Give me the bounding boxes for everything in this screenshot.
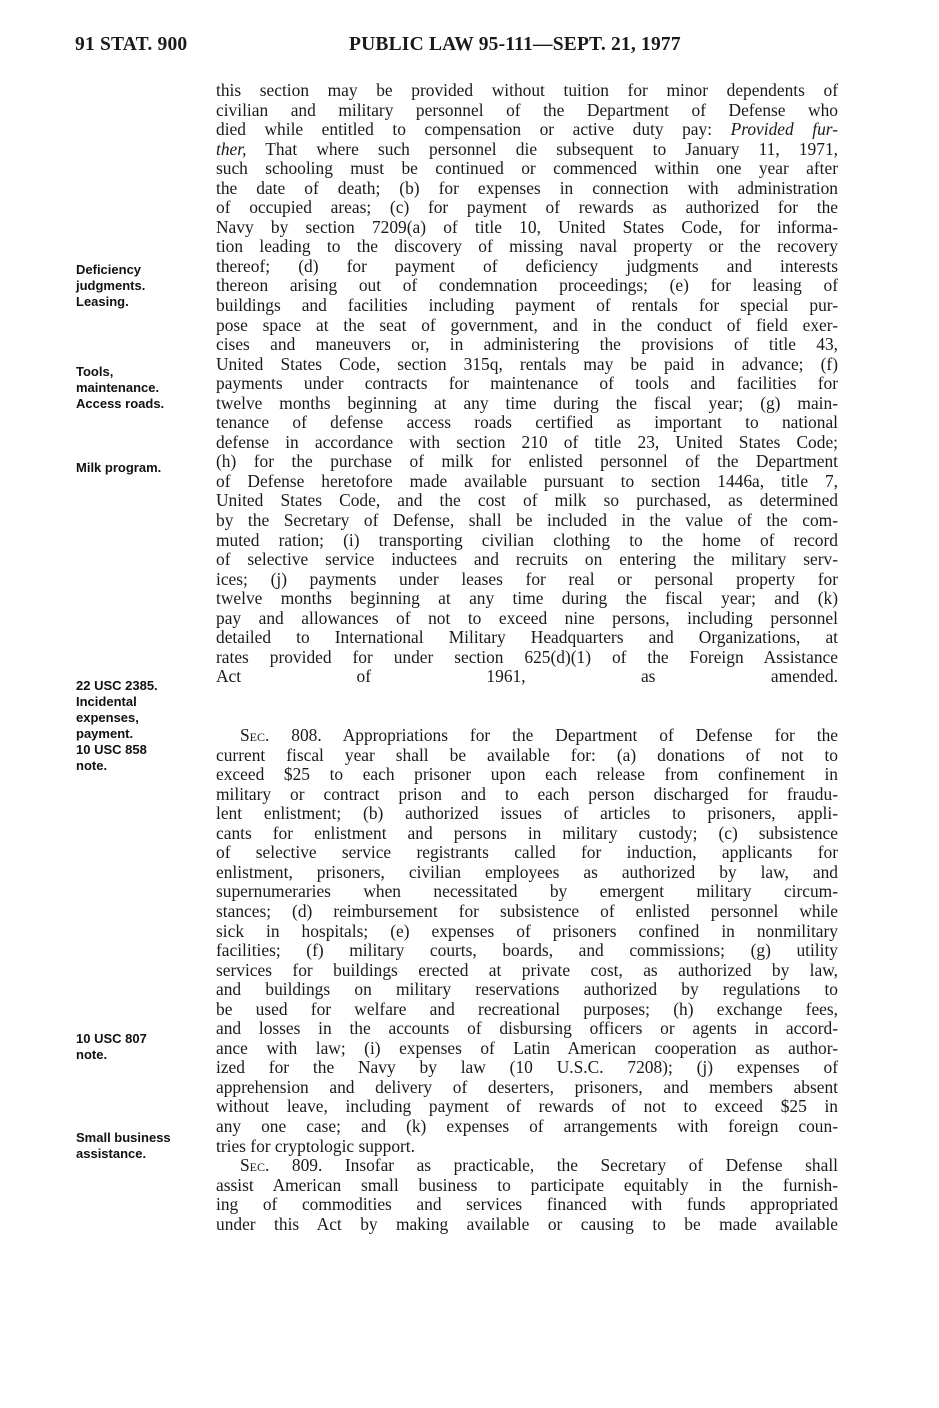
text-line: enlistment, prisoners, civilian employees as authorized by law, and — [216, 861, 838, 882]
text-line: such schooling must be continued or commenced within one year after — [216, 158, 838, 179]
text-line: ance with law; (i) expenses of Latin American cooperation as author- — [216, 1037, 838, 1058]
text-line: died while entitled to compensation or active duty pay: Provided fur- — [216, 119, 838, 140]
text-line: military or contract prison and to each person discharged for fraudu- — [216, 783, 838, 804]
text-line: Sec. 809. Insofar as practicable, the Secretary of Defense shall — [240, 1155, 838, 1176]
text-line: assist American small business to participate equitably in the furnish- — [216, 1174, 838, 1195]
margin-note-tools: Tools, maintenance. Access roads. — [76, 364, 165, 411]
text-line: (h) for the purchase of milk for enlisted personnel of the Department — [216, 451, 838, 472]
text-line: and buildings on military reservations authorized by regulations to — [216, 979, 838, 1000]
text-line: apprehension and delivery of deserters, prisoners, and members absent — [216, 1076, 838, 1097]
text-line: buildings and facilities including payment of rentals for special pur- — [216, 295, 838, 316]
text-line: be used for welfare and recreational purposes; (h) exchange fees, — [216, 998, 838, 1019]
statute-body — [216, 81, 838, 1234]
text-line: defense in accordance with section 210 of title 23, United States Code; — [216, 431, 838, 452]
text-line: facilities; (f) military courts, boards, and commissions; (g) utility — [216, 940, 838, 961]
text-line: pose space at the seat of government, and in the conduct of field exer- — [216, 314, 838, 335]
margin-note-22usc2385: 22 USC 2385. Incidental expenses, payment. 10 USC 858 note. — [76, 678, 158, 773]
page-stat-number: 91 STAT. 900 — [75, 34, 188, 55]
text-line: of selective service registrants called for induction, applicants for — [216, 842, 838, 863]
section-809-label: Sec. 809. — [240, 1155, 323, 1176]
text-line: twelve months beginning at any time during the fiscal year; and (k) — [216, 588, 838, 609]
section-808-label: Sec. 808. — [240, 725, 322, 746]
italic-proviso: ther, — [216, 138, 247, 159]
text-line: United States Code, section 315q, rentals may be paid in advance; (f) — [216, 353, 838, 374]
text-line: United States Code, and the cost of milk so purchased, as determined — [216, 490, 838, 511]
running-header: PUBLIC LAW 95-111—SEPT. 21, 1977 — [349, 34, 681, 55]
text-line: the date of death; (b) for expenses in connection with administration — [216, 177, 838, 198]
text-line: Navy by section 7209(a) of title 10, United States Code, for informa- — [216, 216, 838, 237]
text-line: thereon arising out of condemnation proceedings; (e) for leasing of — [216, 275, 838, 296]
text-line: exceed $25 to each prisoner upon each release from confinement in — [216, 764, 838, 785]
text-line: Sec. 808. Appropriations for the Department of Defense for the — [240, 725, 839, 746]
text-line: ices; (j) payments under leases for real or personal property for — [216, 568, 838, 589]
text-line: payments under contracts for maintenance of tools and facilities for — [216, 373, 838, 394]
margin-note-10usc807: 10 USC 807 note. — [76, 1031, 147, 1062]
margin-note-small-business: Small business assistance. — [76, 1130, 171, 1161]
text-line: any one case; and (k) expenses of arrangements with foreign coun- — [216, 1115, 838, 1136]
text-line: twelve months beginning at any time during the fiscal year; (g) main- — [216, 392, 838, 413]
text-line: services for buildings erected at private cost, as authorized by law, — [216, 959, 838, 980]
text-line: and losses in the accounts of disbursing officers or agents in accord- — [216, 1018, 838, 1039]
text-line — [216, 687, 838, 707]
text-line: current fiscal year shall be available for: (a) donations of not to — [216, 744, 838, 765]
text-line: of selective service inductees and recruits on entering the military serv- — [216, 549, 838, 570]
text-line: ized for the Navy by law (10 U.S.C. 7208); (j) expenses of — [216, 1057, 838, 1078]
text-line: rates provided for under section 625(d)(1) of the Foreign Assistance — [216, 646, 838, 667]
text-line: of occupied areas; (c) for payment of rewards as authorized for the — [216, 197, 838, 218]
text-line: by the Secretary of Defense, shall be included in the value of the com- — [216, 510, 838, 531]
margin-note-deficiency: Deficiency judgments. Leasing. — [76, 262, 146, 309]
text-line: cises and maneuvers or, in administering the provisions of title 43, — [216, 334, 838, 355]
text-line: under this Act by making available or causing to be made available — [216, 1213, 838, 1234]
text-line: tenance of defense access roads certified as important to national — [216, 412, 838, 433]
text-line: ing of commodities and services financed with funds appropriated — [216, 1194, 838, 1215]
margin-note-milk: Milk program. — [76, 460, 162, 475]
text-line: civilian and military personnel of the Department of Defense who — [216, 99, 838, 120]
text-line: without leave, including payment of rewards of not to exceed $25 in — [216, 1096, 838, 1117]
text-line: stances; (d) reimbursement for subsistence of enlisted personnel while — [216, 900, 838, 921]
text-line: ther, That where such personnel die subsequent to January 11, 1971, — [216, 138, 838, 159]
text-line: this section may be provided without tuition for minor dependents of — [216, 80, 838, 100]
text-line: of Defense heretofore made available pursuant to section 1446a, title 7, — [216, 470, 838, 491]
text-line: cants for enlistment and persons in military custody; (c) subsistence — [216, 822, 838, 843]
text-line: thereof; (d) for payment of deficiency judgments and interests — [216, 255, 838, 276]
italic-proviso: Provided fur- — [730, 119, 838, 140]
text-line — [216, 707, 838, 727]
text-line: supernumeraries when necessitated by emergent military circum- — [216, 881, 838, 902]
text-line: pay and allowances of not to exceed nine persons, including personnel — [216, 607, 838, 628]
text-line: lent enlistment; (b) authorized issues of articles to prisoners, appli- — [216, 803, 838, 824]
text-line: muted ration; (i) transporting civilian clothing to the home of record — [216, 529, 838, 550]
text-line: Act of 1961, as amended. — [216, 666, 838, 687]
text-line: tries for cryptologic support. — [216, 1135, 415, 1156]
text-line: detailed to International Military Headquarters and Organizations, at — [216, 627, 838, 648]
text-line: tion leading to the discovery of missing naval property or the recovery — [216, 236, 838, 257]
text-line: sick in hospitals; (e) expenses of prisoners confined in nonmilitary — [216, 920, 838, 941]
